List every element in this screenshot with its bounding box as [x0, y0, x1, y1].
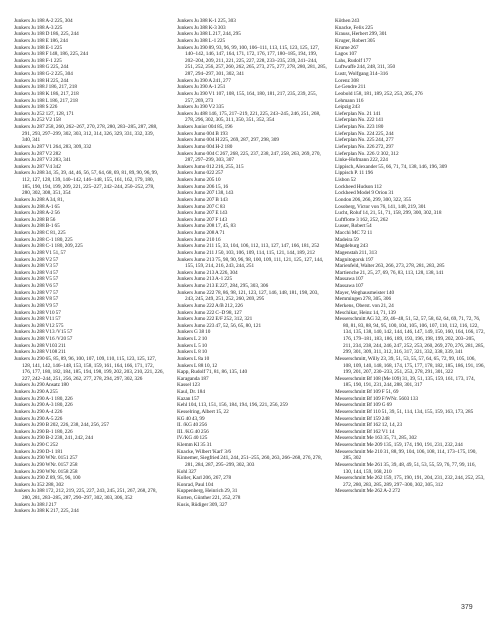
index-entry: Luftflotte 3 162, 252, 262 — [335, 216, 389, 223]
index-entry: Junkers Jumo 207 138, 143 — [177, 190, 234, 197]
index-entry: Messerschmitt AG 32, 39, 46–48, 51, 52, 57, 58, 62, 64, 69, 71, 72, 76, 80, 81, 83, 88, 94, 95, 100, 104, 105, 106, 107, 110, 112, 116, 122, 134, 135, 138, 140, 142, 144, 146, 147, 149, 150, 160, 164, 166, 172, 176, 179–181, 183, 186, 189, 193, 196, 198, 199, 202, 203–205, 211, 234, 238, 244, 246, 247, 252, 253, 260, 269, 270, 276, 281, 285, 299, 301, 309, 311, 312, 316, 317, 321, 332, 338, 339, 341 — [335, 316, 485, 356]
index-entry: Junkers Jumo 207 C 83 — [177, 203, 226, 210]
index-column-3 — [335, 18, 485, 495]
index-entry: Leipzig 243 — [335, 104, 360, 111]
index-entry: Junkers Ju 388 L 217, 244, 295 — [177, 31, 241, 38]
index-entry: Madeira 59 — [335, 236, 359, 243]
index-entry: Lieferplan No. 223 180 — [335, 124, 384, 130]
index-entry: Messerschmitt Bf 159 248 — [335, 415, 390, 422]
index-entry: Junkers Ju 390 A-1 251 — [177, 84, 226, 91]
index-entry: Lagos 107 — [335, 51, 357, 58]
index-entry: Junkers Ju 290 WNr. 0151 257 — [14, 455, 78, 462]
index-entry: Messerschmitt Bf 109 G 69 — [335, 402, 392, 409]
index-entry: Karaganda 187 — [177, 375, 209, 382]
index-entry: Junkers Ju 390 89, 93, 96, 99, 100, 106–111, 113, 115, 123, 125, 127, 140–142, 146, 147, 164, 171, 172, 176, 177, 180–185, 194, 199, 202–204, 209, 211, 221, 225, 227, 228, 233–235, 239, 241–244, 251, 252, 256, 257, 260, 262, 265, 273, 275, 277, 278, 280, 281, 285, 287, 294–297, 301, 302, 341 — [177, 44, 327, 77]
index-entry: Lippisch P. 11 196 — [335, 170, 373, 177]
index-entry: Junkers Jumo 004 B 193 — [177, 130, 228, 137]
index-entry: Junkers Jumo 223 47, 52, 56, 65, 80, 121 — [177, 322, 262, 329]
index-entry: Massawa 107 — [335, 276, 364, 283]
index-entry: Messerschmitt Me 163 35, 71, 285, 302 — [335, 435, 417, 442]
index-entry: Junkers Ju 290 B-1 180, 226 — [14, 428, 73, 435]
index-entry: Martienche 21, 25, 27, 69, 76, 83, 113, 128, 138, 141 — [335, 269, 444, 276]
index-entry: Junkers Ju 290 Ansatz 180 — [14, 382, 69, 389]
index-entry: Junkers Jumo 222 C–D 98, 127 — [177, 309, 242, 316]
index-entry: Lieferplan No. 21 141 — [335, 110, 381, 117]
index-entry: Köthen 243 — [335, 18, 360, 24]
index-entry: Lieferplan No. 222 141 — [335, 117, 384, 124]
index-entry: Messerschmitt Bf 108 (Me 109) 31, 39, 51, 135, 159, 161, 173, 174, 185, 190, 191, 231, 244, 288, 301, 317 — [335, 375, 475, 389]
index-entry: Lahs, Rudolf 177 — [335, 57, 372, 64]
index-entry: Junkers Ju 288 C-1 180, 209, 225 — [14, 243, 83, 250]
index-entry: Junkers Ju 188 E 186, 244 — [14, 37, 68, 44]
index-entry: Koller, Karl 206, 267, 278 — [177, 475, 232, 482]
index-entry: III. /KG 40 256 — [177, 428, 209, 435]
index-entry: Junkers L 2 10 — [177, 336, 207, 342]
index-entry: Junkers Ju 287 258, 260, 262–267, 270, 278, 280, 283–285, 287, 288, 291, 293, 297–299, 302, 303, 312, 314, 326, 329, 331, 332, 339, 340, 341 — [14, 124, 158, 144]
index-entry: Junkers Ju 288 V12 575 — [14, 322, 64, 329]
index-entry: London 206, 266, 299, 300, 322, 355 — [335, 196, 412, 203]
index-entry: Junkers Jumo 211 15, 33, 104, 106, 112, 113, 127, 147, 166, 181, 252 — [177, 243, 320, 250]
index-entry: Junkers Ju 288 V7 57 — [14, 289, 59, 296]
index-entry: Junkers Ju 188 G-2 225, 304 — [14, 71, 73, 77]
index-entry: Memmingen 278, 305, 306 — [335, 296, 392, 303]
index-entry: Junkers Ju 188 D 186, 225, 244 — [14, 31, 79, 38]
index-entry: Knacke, Wilbert 'Karl' 3/6 — [177, 448, 232, 455]
index-entry: Lieferplan No. 226 272, 297 — [335, 143, 394, 150]
index-entry: Junkers Ju 188 A-3 225 — [14, 24, 63, 31]
index-entry: Junkers Jumo 004 H-2 180 — [177, 143, 233, 150]
index-entry: Junkers Jumo 222 A/B 212, 226 — [177, 302, 243, 309]
index-entry: Junkers Ju 188 F-1 225 — [14, 57, 62, 64]
index-entry: Junkers Jumo 205 10 — [177, 177, 221, 183]
index-entry: Lippisch, Alexander 55, 66, 71, 74, 138, 146, 196, 309 — [335, 163, 448, 170]
index-entry: Junkers Ju 290 B 202, 226, 238, 244, 256, 257 — [14, 422, 110, 429]
index-entry: Kehl 104, 113, 151, 156, 184, 194, 196, 221, 256, 259 — [177, 402, 288, 409]
index-entry: Merkens, Oberst. von 21, 24 — [335, 302, 394, 309]
index-entry: Junkers Ju 252 V2 158 — [14, 117, 61, 124]
index-entry: Junkers Ju 390 A 241, 277 — [177, 77, 231, 84]
index-entry: Junkers Ju 290 B-2 238, 241, 242, 244 — [14, 435, 93, 442]
index-entry: Junkers Ju 288 A-2 56 — [14, 210, 60, 217]
index-entry: Kapp, Rudolf 71, 81, 86, 135, 140 — [177, 369, 248, 376]
index-entry: Junkers Jumo 210 16 — [177, 236, 221, 243]
index-entry: Junkers Ju 288 V6 57 — [14, 283, 59, 289]
index-entry: Kassel 123 — [177, 382, 200, 389]
index-entry: Junkers Ju 188 F 148, 186, 225, 244 — [14, 51, 89, 58]
index-entry: Junkers Jumo 213 A 226, 304 — [177, 269, 238, 276]
index-entry: Lockheed Hudson 112 — [335, 183, 382, 190]
index-entry: Junkers Ju 287 V2 282 — [14, 150, 61, 157]
index-entry: Junkers G 38 10 — [177, 329, 211, 336]
index-entry: Junkers Jumo 004 C 267, 268, 225, 237, 238, 247, 258, 263, 269, 270, 287, 297–299, 303, 307 — [177, 150, 321, 164]
index-entry: Junkers Ju 288 V103 211 — [14, 342, 66, 349]
index-entry: Junkers Ju 288 V16 /V20 57 — [14, 336, 73, 342]
index-entry: Messerschmitt Me 262 A-2 272 — [335, 488, 401, 495]
index-entry: Junkers Ju 288 V2 57 — [14, 256, 59, 263]
index-entry: Junkers Ju 388 172, 212, 219, 225, 227, 243, 245, 251, 267, 268, 278, 280, 281, 283–285, 287, 290–297, 302, 303, 306, 352 — [14, 488, 157, 501]
index-entry: Lucht, Roluf 14, 21, 51, 71, 158, 299, 300, 302, 318 — [335, 210, 442, 217]
index-entry: Konrad, Paul 104 — [177, 481, 214, 488]
index-entry: Junkers Jumo 207 E 143 — [177, 210, 228, 217]
index-entry: Messerschmitt Bf 109 F/WNr. 5603 133 — [335, 395, 419, 402]
index-entry: Krauss, Herbert 299, 301 — [335, 31, 388, 38]
index-entry: Kohl 327 — [177, 468, 197, 475]
index-entry: Junkers Jumo 222 E/F 252, 312, 321 — [177, 316, 253, 323]
index-entry: Junkers Jumo 213 E 227, 284, 295, 303, 306 — [177, 283, 269, 289]
index-entry: Junkers Ju 288 B-1 65 — [14, 223, 60, 230]
index-entry: Junkers Jumo 208 A 71 — [177, 230, 225, 236]
index-entry: Junkers Jumo 222 78, 86, 98, 121, 123, 127, 146, 148, 181, 198, 203, 243, 245, 249, 251, 252, 260, 269, 295 — [177, 289, 319, 303]
index-entry: Kazan 157 — [177, 395, 200, 402]
index-entry: Messerschmitt Bf 110 51, 39, 51, 114, 134, 155, 159, 163, 173, 285 — [335, 408, 474, 415]
index-entry: Junkers Jumo 022 257 — [177, 170, 224, 177]
index-entry: Kinnemer, Siegfried 241, 244, 251–255, 260, 263, 266–268, 276, 278, 281, 284, 287, 295–299, 302, 303 — [177, 455, 322, 468]
index-entry: Junkers Ju 288 V1 51, 57 — [14, 249, 66, 256]
index-entry: Junkers Ju 288 V8 57 — [14, 296, 59, 303]
index-entry: Leobold 158, 181, 189, 252, 253, 265, 276 — [335, 90, 423, 97]
index-entry: Junkers L 8 10 — [177, 349, 207, 356]
index-entry: Lockheed Model 9 Orion 31 — [335, 190, 394, 197]
index-entry: Junkers Ju 188 S 226 — [14, 104, 58, 111]
index-entry: Kesselring, Albert 15, 22 — [177, 408, 229, 415]
index-entry: Massawa 107 — [335, 283, 364, 289]
index-entry: Junkers Ju 290 C 252 — [14, 442, 59, 448]
index-column-2 — [177, 18, 327, 508]
index-entry: Junkers Jumo 012 216, 255, 315 — [177, 163, 244, 170]
index-entry: Junkers Ju 390 V1 107, 108, 155, 164, 180, 181, 217, 235, 239, 255, 257, 269, 273 — [177, 90, 317, 104]
index-entry: Junkers L 88 10, 12 — [177, 362, 218, 369]
index-entry: Junkers Ju 188 H 225, 244 — [14, 77, 69, 84]
index-entry: Junkers Ju 288 V5 57 — [14, 276, 59, 283]
index-entry: Junkers Ju 290 WNr. 0158 258 — [14, 468, 78, 475]
index-entry: Lorenz 308 — [335, 77, 359, 84]
index-entry: Junkers Ju 288 A-1 65 — [14, 203, 60, 210]
index-entry: Junkers Ju 288 C 81, 225 — [14, 230, 66, 236]
index-entry: Kusis, Rüdiger 309, 327 — [177, 501, 228, 508]
index-entry: Junkers Ju 488 146, 175, 217–219, 221, 225, 243–245, 246, 251, 268, 278, 296, 302, 305, 311, 350, 351, 352, 354 — [177, 110, 321, 124]
index-entry: Junkers Junior 004 85, 196 — [177, 124, 233, 130]
index-entry: Klemm KI 35 31 — [177, 442, 212, 448]
index-entry: Junkers Ju 290 A-1 180, 226 — [14, 395, 73, 402]
index-entry: Junkers Ju 288 V10 57 — [14, 309, 61, 316]
index-entry: Messerschmitt Me 261 35, 39, 48, 49, 51, 53, 55, 59, 76, 77, 99, 116, 130, 144, 159, 168, 210 — [335, 461, 476, 475]
index-entry: Lustr, Wolfgang 314–316 — [335, 71, 389, 77]
index-entry: Junkers Ju 390 V2 335 — [177, 104, 224, 111]
index-entry: Linke-Hofmann 222, 224 — [335, 157, 388, 164]
index-entry: Junkers Ju 288 V108 211 — [14, 349, 66, 356]
index-entry: Krume 267 — [335, 44, 359, 51]
index-entry: Junkers Jumo 211 J 50, 103, 106, 109, 114, 115, 121, 144, 189, 212 — [177, 249, 315, 256]
index-entry: Junkers Ju 287 V1 264, 283, 309, 332 — [14, 143, 92, 150]
index-entry: Junkers Ju 290 Z 89, 95, 96, 100 — [14, 475, 81, 482]
index-entry: Kaul, Dr. 184 — [177, 389, 205, 395]
index-entry: Junkers Ju 290 A 255 — [14, 389, 58, 395]
index-entry: Messerschmitt, Willy 23, 39, 51, 53, 55, 57, 64, 65, 72, 99, 105, 106, 108, 109, 140, 148, 168, 174, 175, 177, 178, 182, 185, 186, 191, 196, 199, 201, 207, 230–233, 251, 253, 278, 291, 301, 322 — [335, 355, 485, 376]
index-entry: Junkers Ju 288 B 56 — [14, 216, 56, 223]
index-entry: Kruger, Robert 305 — [335, 37, 376, 44]
index-entry: Junkers Ju 288 V9 57 — [14, 302, 59, 309]
index-entry: Lusser, Robert 54 — [335, 223, 372, 230]
index-entry: Magnitogorsk 197 — [335, 256, 374, 263]
index-entry: Messerschmitt Bf 109 F 51, 69 — [335, 389, 399, 395]
index-entry: Junkers Ju 188 L 186, 217, 218 — [14, 97, 78, 104]
index-entry: Junkers Jumo 207 F 143 — [177, 216, 228, 223]
index-entry: Junkers Jumo 207 B 143 — [177, 196, 228, 203]
index-entry: Junkers Ju 288 A 34, 81, — [14, 196, 64, 203]
index-entry: Junkers Ju 388 K-1 225, 303 — [177, 18, 236, 24]
index-entry: KG 40 43, 99 — [177, 415, 205, 422]
index-entry: Junkers Ju 290 A-4 226 — [14, 408, 63, 415]
index-entry: Lieferplan No. 226 /2 302, 312 — [335, 150, 399, 157]
index-entry: Messerschmitt Bf 162 V1 14 — [335, 428, 395, 435]
index-entry: Junkers Ju 388 K-3 303 — [177, 24, 226, 31]
index-entry: Messerschmitt Me 262 159, 175, 190, 191, 204, 231, 232, 244, 252, 253, 272, 280, 283, 285, 289, 297–300, 302, 305, 312 — [335, 475, 485, 488]
index-entry: Luftwaffe 244, 248, 311, 350 — [335, 64, 396, 71]
index-entry: Junkers Ju 288 V13 /V15 57 — [14, 329, 73, 336]
index-entry: Junkers Jumo 213 A-1 225 — [177, 276, 233, 283]
index-entry: Kuppenberg, Heinrich 29, 31 — [177, 488, 238, 495]
index-entry: Junkers Ju 287 V3 283, 341 — [14, 157, 72, 164]
index-entry: Junkers Ju 188 J 186, 217, 218 — [14, 84, 77, 91]
index-entry: Le Gendre 211 — [335, 84, 366, 91]
index-entry: Magenstah 211, 313 — [335, 249, 377, 256]
index-entry: Junkers Ju 388 K 217, 225, 244 — [14, 508, 79, 515]
index-entry: Junkers Ju 188 K 186, 217, 218 — [14, 90, 79, 97]
index-entry: Junkers Ju 388 J 217 — [14, 501, 57, 508]
page-number: 379 — [461, 604, 473, 611]
index-entry: II. /KG 40 256 — [177, 422, 208, 429]
index-entry: Junkers Jumo 213 75, 98, 90, 96, 98, 100, 109, 111, 121, 125, 127, 144, 155, 159, 214, 216, 243, 244, 251 — [177, 256, 324, 270]
index-entry: Junkers Ju 288 C-1 180, 225 — [14, 236, 73, 243]
index-entry: Junkers Jumo 004 H 225, 269, 287, 297, 298, 309 — [177, 137, 280, 144]
index-entry: Lisbon 52 — [335, 177, 356, 183]
index-entry: Marienfeld, Walter 263, 266, 273, 278, 281, 283, 285 — [335, 263, 445, 270]
index-entry: Junkers Ju 290 WNr. 0157 258 — [14, 461, 78, 468]
index-entry: Junkers Ju 188 A-2 225, 304 — [14, 18, 73, 24]
index-entry: Junkers Ju 287 V4 342 — [14, 163, 61, 170]
index-entry: Knacke, Felix 225 — [335, 24, 374, 31]
index-entry: Junkers Ju 352 288, 302 — [14, 481, 64, 488]
index-entry: Messerschmitt Me 209 135, 159, 174, 190, 191, 231, 232, 244 — [335, 442, 463, 448]
index-entry: Junkers L 8a 10 — [177, 355, 210, 362]
index-entry: Messerschmitt Bf 162 12, 14, 23 — [335, 422, 403, 429]
index-entry: Junkers Ju 288 V3 57 — [14, 263, 59, 270]
index-entry: Lieferplan No. 225 244, 277 — [335, 137, 394, 144]
index-entry: Macchi MC 72 11 — [335, 230, 373, 236]
index-entry: Lieferplan No. 224 225, 244 — [335, 130, 394, 137]
index-entry: Junkers Ju 290 65, 85, 89, 96, 100, 107, 109, 110, 115, 123, 125, 127, 128, 141, 142, 146–148, 153, 158, 159, 161, 164, 166, 171, 172, 176, 177, 180, 182, 184, 185, 194, 198, 199, 202, 203, 210, 221, 226, 227, 242–244, 251, 256, 262, 277, 278, 294, 297, 302, 326 — [14, 355, 164, 382]
index-entry: Junkers Ju 290 A-3 180, 226 — [14, 402, 73, 409]
index-entry: IV./KG 40 125 — [177, 435, 208, 442]
index-entry: Junkers Ju 288 V11 57 — [14, 316, 61, 323]
index-entry: Junkers Jumo 208 17, 45, 83 — [177, 223, 236, 230]
index-entry: Junkers Ju 288 34, 35, 39, 44, 46, 56, 57, 64, 68, 69, 81, 89, 90, 96, 99, 112, 127, 128, 139, 140–142, 146–148, 155, 161, 162, 179, 180, 185, 190, 194, 199, 209, 221, 225–227, 242–244, 250–252, 278, 280, 302, 308, 351, 354 — [14, 170, 159, 197]
index-entry: Messerschmitt Me 210 31, 88, 99, 104, 106, 108, 114, 173–175, 190, 285, 302 — [335, 448, 477, 462]
index-entry: Junkers L 5 10 — [177, 342, 207, 349]
index-entry: Junkers Ju 252 127, 128, 171 — [14, 110, 74, 117]
index-entry: Mayer, Weghausmeister 140 — [335, 289, 395, 296]
index-entry: Junkers Ju 290 D-1 181 — [14, 448, 63, 455]
index-entry: Junkers Ju 188 E-1 225 — [14, 44, 63, 51]
index-entry: Junkers Jumo 206 15, 16 — [177, 183, 229, 190]
index-entry: Junkers Ju 388 L-1 225 — [177, 37, 226, 44]
index-entry: Korten, Günther 221, 252, 278 — [177, 495, 241, 501]
index-entry: Magdeburg 243 — [335, 243, 368, 250]
index-entry: Losoberg, Victor von 76, 141, 148, 219, 301 — [335, 203, 427, 210]
index-entry: Junkers Ju 188 G 225, 244 — [14, 64, 69, 71]
index-column-1 — [14, 18, 164, 515]
index-entry: Lehmann 116 — [335, 97, 364, 104]
index-entry: Junkers Ju 290 A-5 226 — [14, 415, 63, 422]
index-entry: Meschikar, Heinz 14, 71, 139 — [335, 309, 396, 316]
index-entry: Junkers Ju 288 V4 57 — [14, 269, 59, 276]
